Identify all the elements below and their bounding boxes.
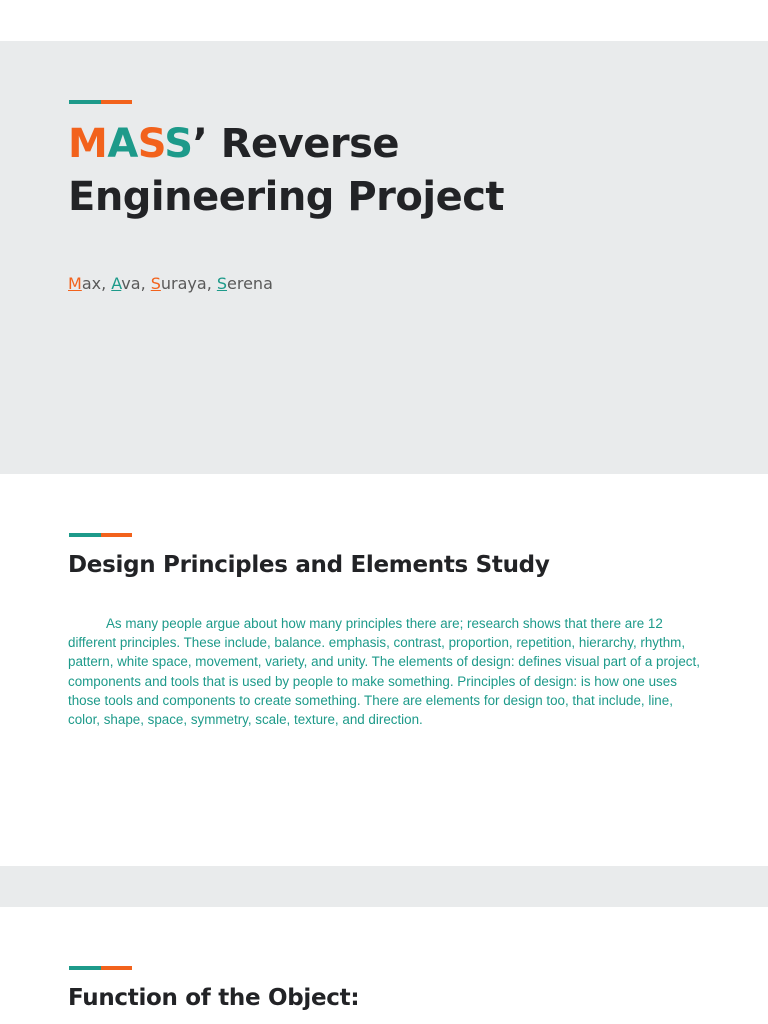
accent-teal-segment: [69, 533, 101, 537]
authors-line: [68, 273, 273, 295]
section-divider-band: [0, 866, 768, 907]
document-title: [68, 118, 504, 224]
section1-paragraph: As many people argue about how many principles there are; research shows that there are 12 different principles. These include, balance. emphasis, contrast, proportion, repetition, hierarchy, rhythm, pattern, white space, movement, variety, and unity. The elements of design: defines visual part of a project, components and tools that is used by people to make something. Principles of design: is how one uses those tools and components to create something. There are elements for design too, that include, line, color, shape, space, symmetry, scale, texture, and direction.: [68, 616, 700, 728]
section2-heading: Function of the Object:: [68, 985, 360, 1011]
accent-orange-segment: [101, 100, 133, 104]
title-line-2: Engineering Project: [68, 174, 505, 220]
title-line-1: [68, 118, 504, 171]
accent-teal-segment: [69, 100, 101, 104]
section1-heading: Design Principles and Elements Study: [68, 552, 550, 578]
title-accent-bar: [69, 100, 132, 104]
author-initial-suraya: S: [150, 274, 161, 293]
accent-orange-segment: [101, 533, 133, 537]
section1-accent-bar: [69, 533, 132, 537]
title-letter-a: A: [107, 121, 138, 167]
title-line-1-rest: ’ Reverse: [192, 121, 400, 167]
author-initial-max: M: [68, 274, 82, 293]
title-letter-s1: S: [137, 121, 165, 167]
author-initial-serena: S: [216, 274, 228, 293]
accent-orange-segment: [101, 966, 133, 970]
author-separator: ,: [140, 274, 151, 293]
author-rest-serena: erena: [227, 274, 273, 293]
title-slide-background: [0, 41, 768, 474]
author-separator: ,: [206, 274, 217, 293]
author-rest-suraya: uraya: [160, 274, 207, 293]
author-separator: ,: [101, 274, 112, 293]
section2-accent-bar: [69, 966, 132, 970]
title-letter-m: M: [68, 121, 108, 167]
accent-teal-segment: [69, 966, 101, 970]
author-rest-max: ax: [81, 274, 102, 293]
title-letter-s2: S: [164, 121, 193, 167]
author-initial-ava: A: [111, 274, 122, 293]
author-rest-ava: va: [121, 274, 141, 293]
